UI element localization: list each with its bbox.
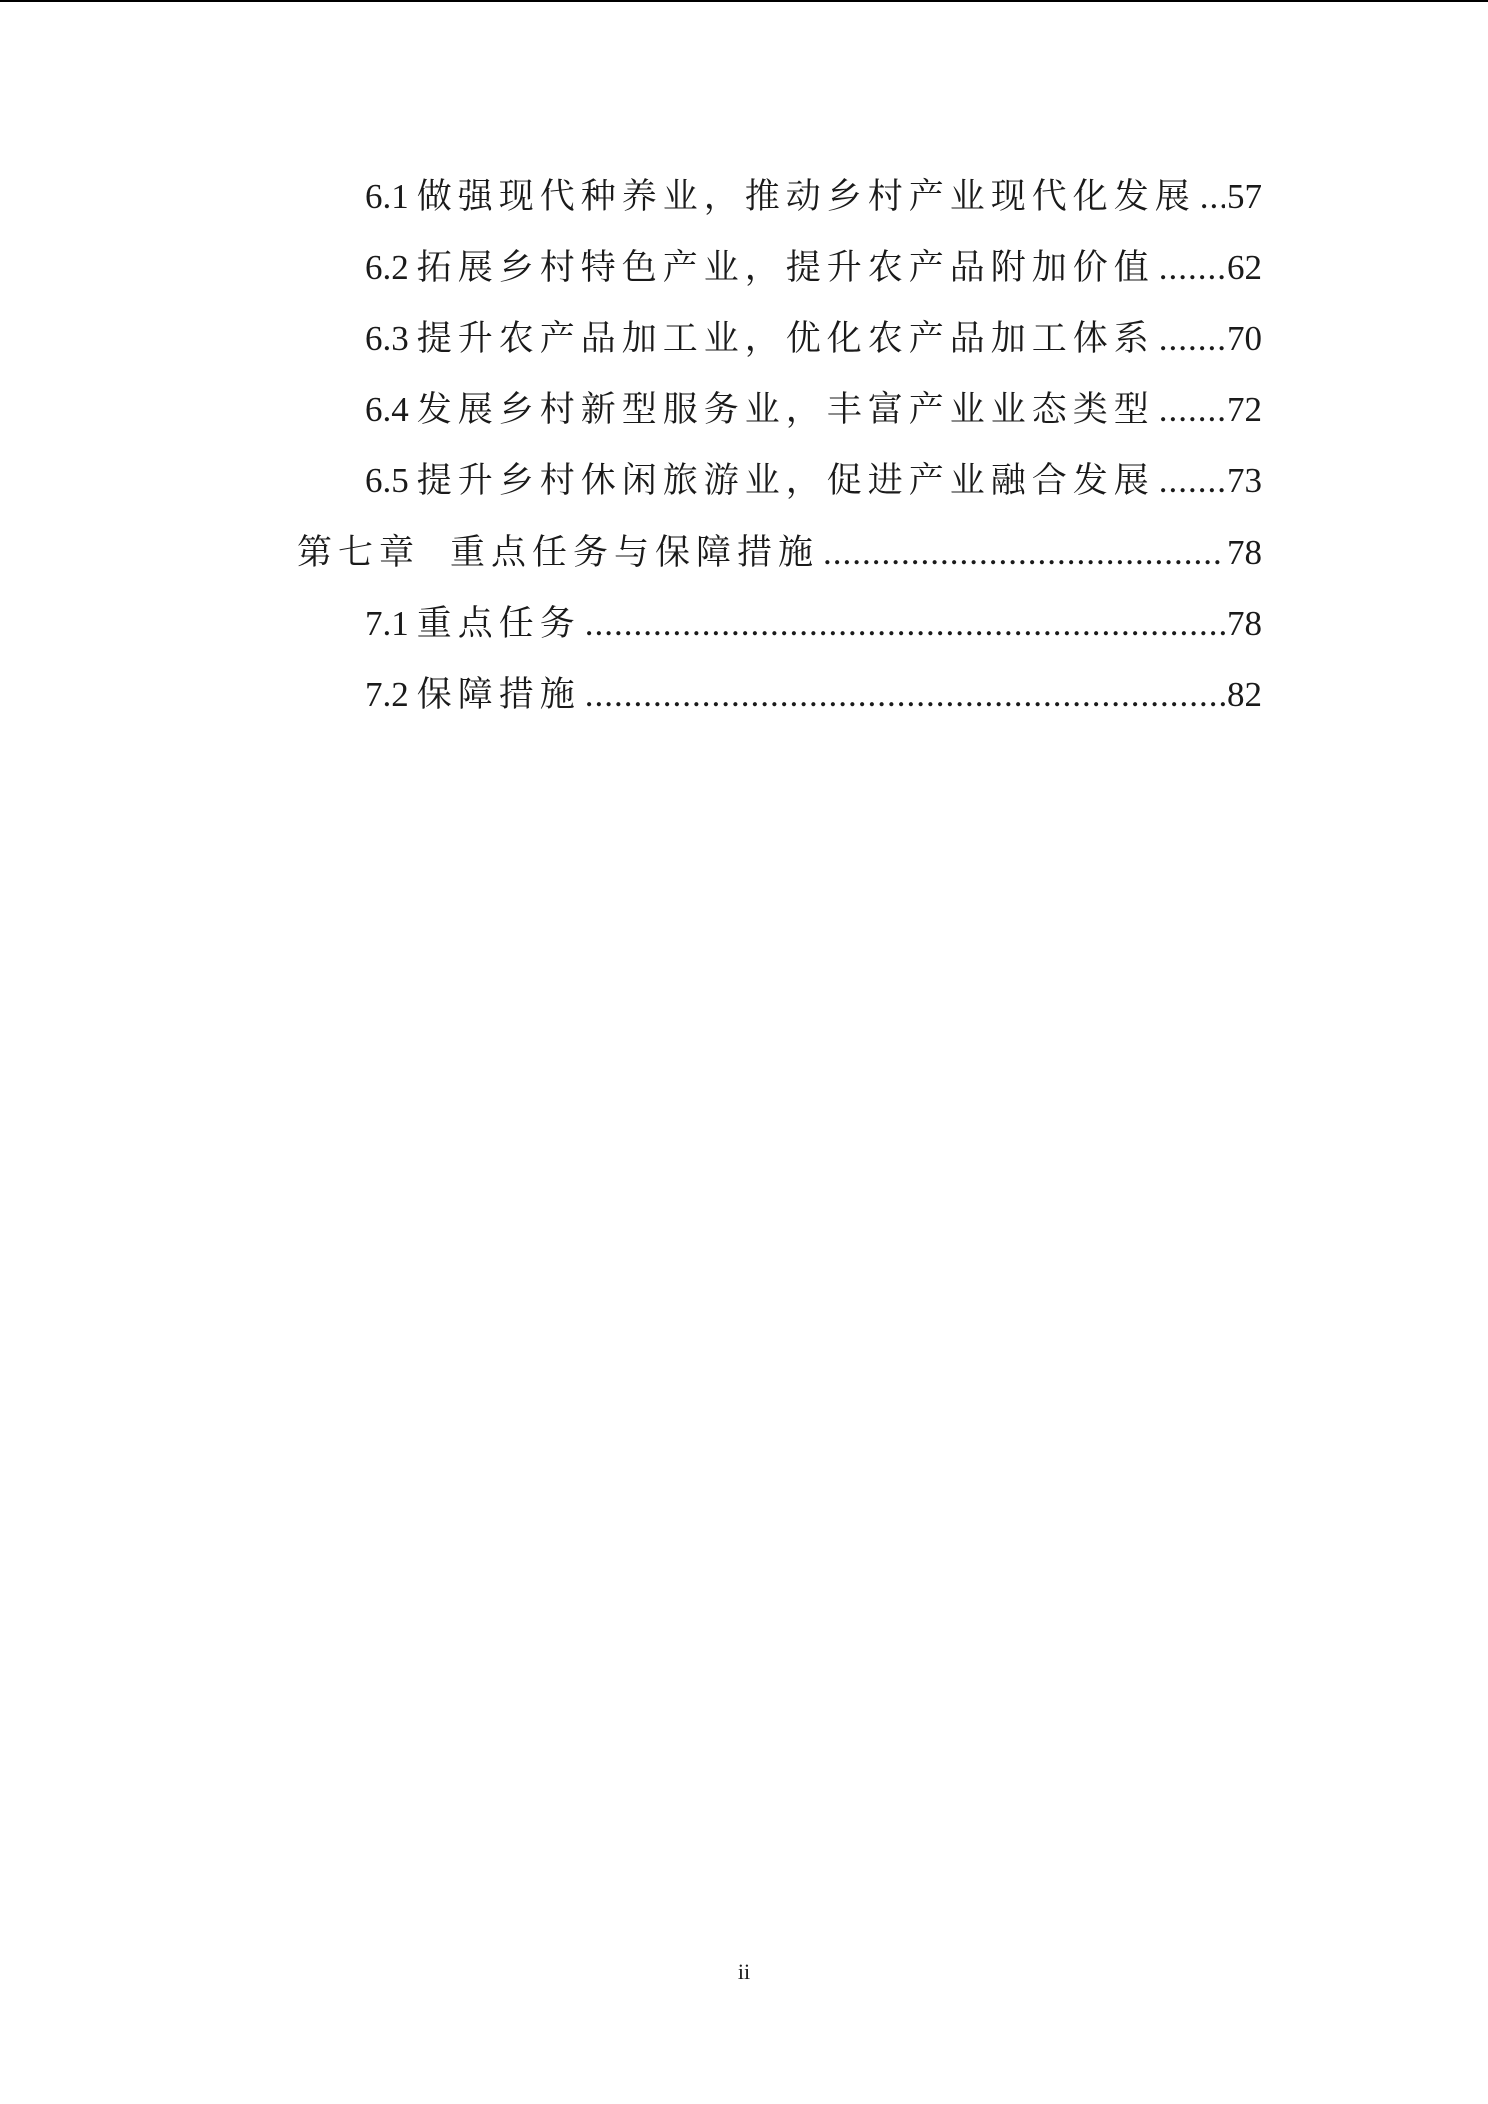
toc-entry-page: 62: [1227, 248, 1262, 287]
toc-entry-6-4[interactable]: [365, 385, 1262, 435]
toc-entry-title: 保障措施: [416, 675, 581, 714]
toc-entry-number: 6.1: [365, 177, 409, 216]
toc-entry-chapter-7[interactable]: [297, 528, 1262, 578]
toc-entry-number: 6.4: [365, 390, 409, 429]
toc-entry-page: 72: [1227, 390, 1262, 429]
toc-dot-leader: [585, 670, 1225, 720]
toc-entry-title: 提升农产品加工业，优化农产品加工体系: [416, 319, 1155, 358]
toc-dot-leader: [585, 599, 1225, 649]
toc-entry-6-2[interactable]: [365, 243, 1262, 293]
table-of-contents: [0, 0, 1488, 760]
toc-entry-page: 70: [1227, 319, 1262, 358]
toc-dot-leader: [823, 528, 1225, 578]
toc-entry-number: 6.5: [365, 461, 409, 500]
toc-entry-7-1[interactable]: [365, 599, 1262, 649]
toc-entry-number: 6.2: [365, 248, 409, 287]
toc-dot-leader: [1159, 243, 1225, 293]
footer-page-number: ii: [737, 1959, 751, 1984]
toc-entry-6-1[interactable]: [365, 172, 1262, 222]
toc-entry-7-2[interactable]: [365, 670, 1262, 720]
toc-entry-title: 发展乡村新型服务业，丰富产业业态类型: [416, 390, 1155, 429]
toc-entry-page: 57: [1227, 177, 1262, 216]
toc-dot-leader: [1159, 385, 1225, 435]
toc-entry-title: 重点任务: [416, 604, 581, 643]
toc-dot-leader: [1159, 314, 1225, 364]
toc-entry-page: 78: [1227, 533, 1262, 572]
toc-entry-number: 6.3: [365, 319, 409, 358]
toc-entry-title: 拓展乡村特色产业，提升农产品附加价值: [416, 248, 1155, 287]
toc-entry-number: 7.2: [365, 675, 409, 714]
toc-entry-title: 重点任务与保障措施: [450, 533, 820, 572]
toc-entry-6-3[interactable]: [365, 314, 1262, 364]
toc-entry-title: 提升乡村休闲旅游业，促进产业融合发展: [416, 461, 1155, 500]
toc-entry-6-5[interactable]: [365, 456, 1262, 506]
toc-entry-page: 82: [1227, 675, 1262, 714]
toc-entry-number: 7.1: [365, 604, 409, 643]
toc-entry-page: 78: [1227, 604, 1262, 643]
toc-dot-leader: [1159, 456, 1225, 506]
toc-entry-title: 做强现代种养业，推动乡村产业现代化发展: [416, 177, 1196, 216]
toc-entry-page: 73: [1227, 461, 1262, 500]
toc-dot-leader: [1200, 172, 1225, 222]
toc-chapter-number: 第七章: [297, 533, 421, 572]
